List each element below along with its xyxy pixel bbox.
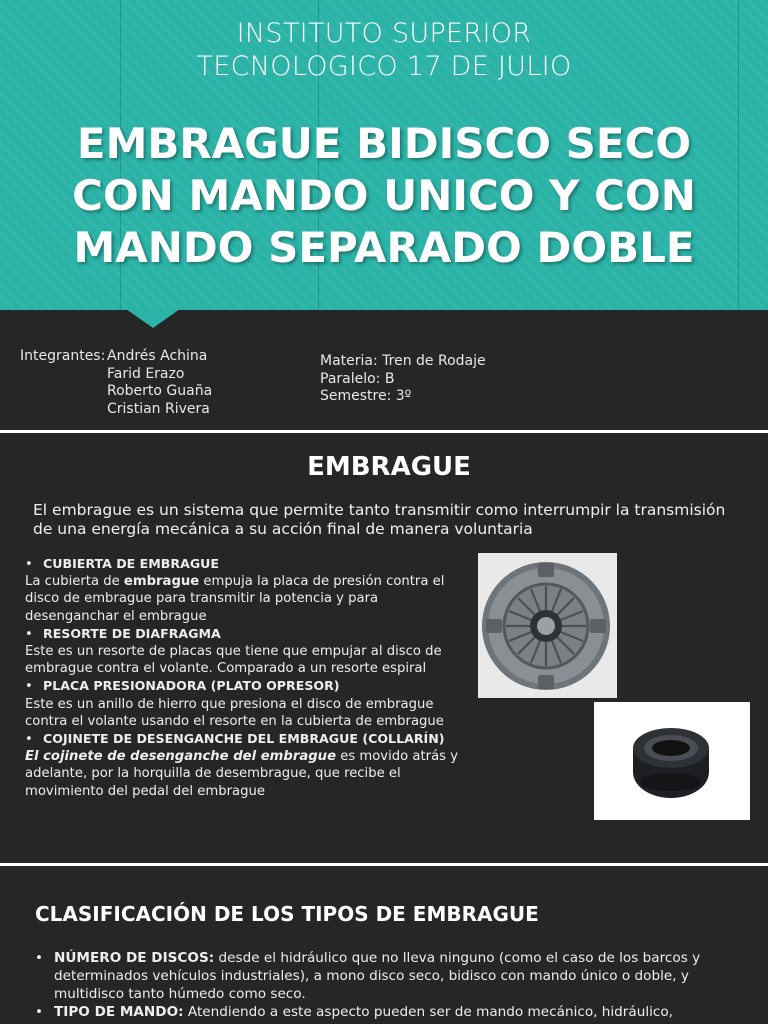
bullet: • (25, 679, 33, 695)
parallel-text: Paralelo: B (320, 370, 395, 387)
slide-title: EMBRAGUE (307, 452, 471, 482)
bullet: • (25, 626, 33, 642)
classification-list (35, 949, 735, 1021)
heading-text: COJINETE DE DESENGANCHE DEL EMBRAGUE (COLLARÍN) (43, 731, 445, 747)
text-part: es movido atrás y adelante, por la horquilla de desembrague, que recibe el movimiento del pedal del embrague (25, 749, 459, 799)
bullet: • (35, 1004, 44, 1020)
course-info (320, 353, 486, 406)
item-text: desde el hidráulico que no lleva ninguno (como el caso de los barcos y determinados vehículos industriales), a mono disco seco, bidisco con mando único o doble, y multidisco tanto húmedo como seco. (54, 950, 701, 1002)
bold-term: embrague (123, 574, 200, 590)
members-label: Integrantes: (20, 348, 106, 364)
italic-term: El cojinete de desenganche del embrague (25, 749, 337, 765)
release-bearing-image (594, 702, 750, 820)
components-list (25, 555, 475, 800)
title-slide (0, 0, 768, 430)
bullet: • (25, 732, 33, 748)
subject-text: Materia: Tren de Rodaje (320, 353, 486, 369)
heading-text: RESORTE DE DIAFRAGMA (43, 625, 221, 641)
presentation-title (0, 118, 768, 274)
title-line-2: CON MANDO UNICO Y CON (72, 171, 696, 220)
title-line-1: EMBRAGUE BIDISCO SECO (76, 119, 692, 168)
semester-text: Semestre: 3º (320, 388, 412, 404)
bullet: • (25, 557, 33, 572)
members-block (20, 348, 213, 417)
classification-slide (0, 866, 768, 1024)
section-text: Este es un anillo de hierro que presiona el disco de embrague contra el volante usando el resorte en la cubierta de embrague (25, 696, 444, 729)
item-label: TIPO DE MANDO: (54, 1004, 184, 1020)
clutch-cover-drawing (478, 553, 617, 698)
institute-line-2: TECNOLOGICO 17 DE JULIO (196, 51, 572, 82)
member-name: Farid Erazo (107, 365, 185, 382)
section-text: Este es un resorte de placas que tiene que empujar al disco de embrague contra el volante. Comparado a un resorte espiral (25, 644, 442, 677)
intro-paragraph: El embrague es un sistema que permite tanto transmitir como interrumpir la transmisión de una energía mecánica a su acción final de manera voluntaria (33, 501, 726, 538)
title-line-3: MANDO SEPARADO DOBLE (73, 223, 695, 272)
member-name: Roberto Guaña (107, 383, 213, 399)
header-notch (126, 309, 180, 328)
section-heading (25, 555, 475, 573)
item-text: Atendiendo a este aspecto pueden ser de mando mecánico, hidráulico, (183, 1004, 674, 1020)
clutch-cover-image (478, 553, 617, 698)
bullet: • (35, 950, 44, 966)
section-heading (25, 730, 475, 748)
text-part: La cubierta de (25, 574, 124, 590)
institute-name (0, 17, 768, 83)
slide-title: CLASIFICACIÓN DE LOS TIPOS DE EMBRAGUE (35, 902, 539, 926)
section-heading (25, 625, 475, 643)
members-list (107, 348, 212, 418)
embrague-slide (0, 433, 768, 863)
item-label: NÚMERO DE DISCOS: (54, 950, 215, 966)
heading-text: CUBIERTA DE EMBRAGUE (43, 556, 220, 571)
text-part: empuja la placa de presión contra el disco de embrague para transmitir la potencia y para desenganchar el embrague (25, 574, 445, 624)
section-heading (25, 677, 475, 695)
member-name: Cristian Rivera (107, 400, 210, 417)
section-text (25, 573, 475, 625)
list-item (35, 1003, 735, 1021)
heading-text: PLACA PRESIONADORA (PLATO OPRESOR) (43, 678, 340, 694)
list-item (35, 949, 735, 1003)
institute-line-1: INSTITUTO SUPERIOR (236, 18, 532, 49)
member-name: Andrés Achina (107, 348, 208, 364)
section-text (25, 748, 475, 800)
release-bearing-drawing (594, 702, 750, 820)
